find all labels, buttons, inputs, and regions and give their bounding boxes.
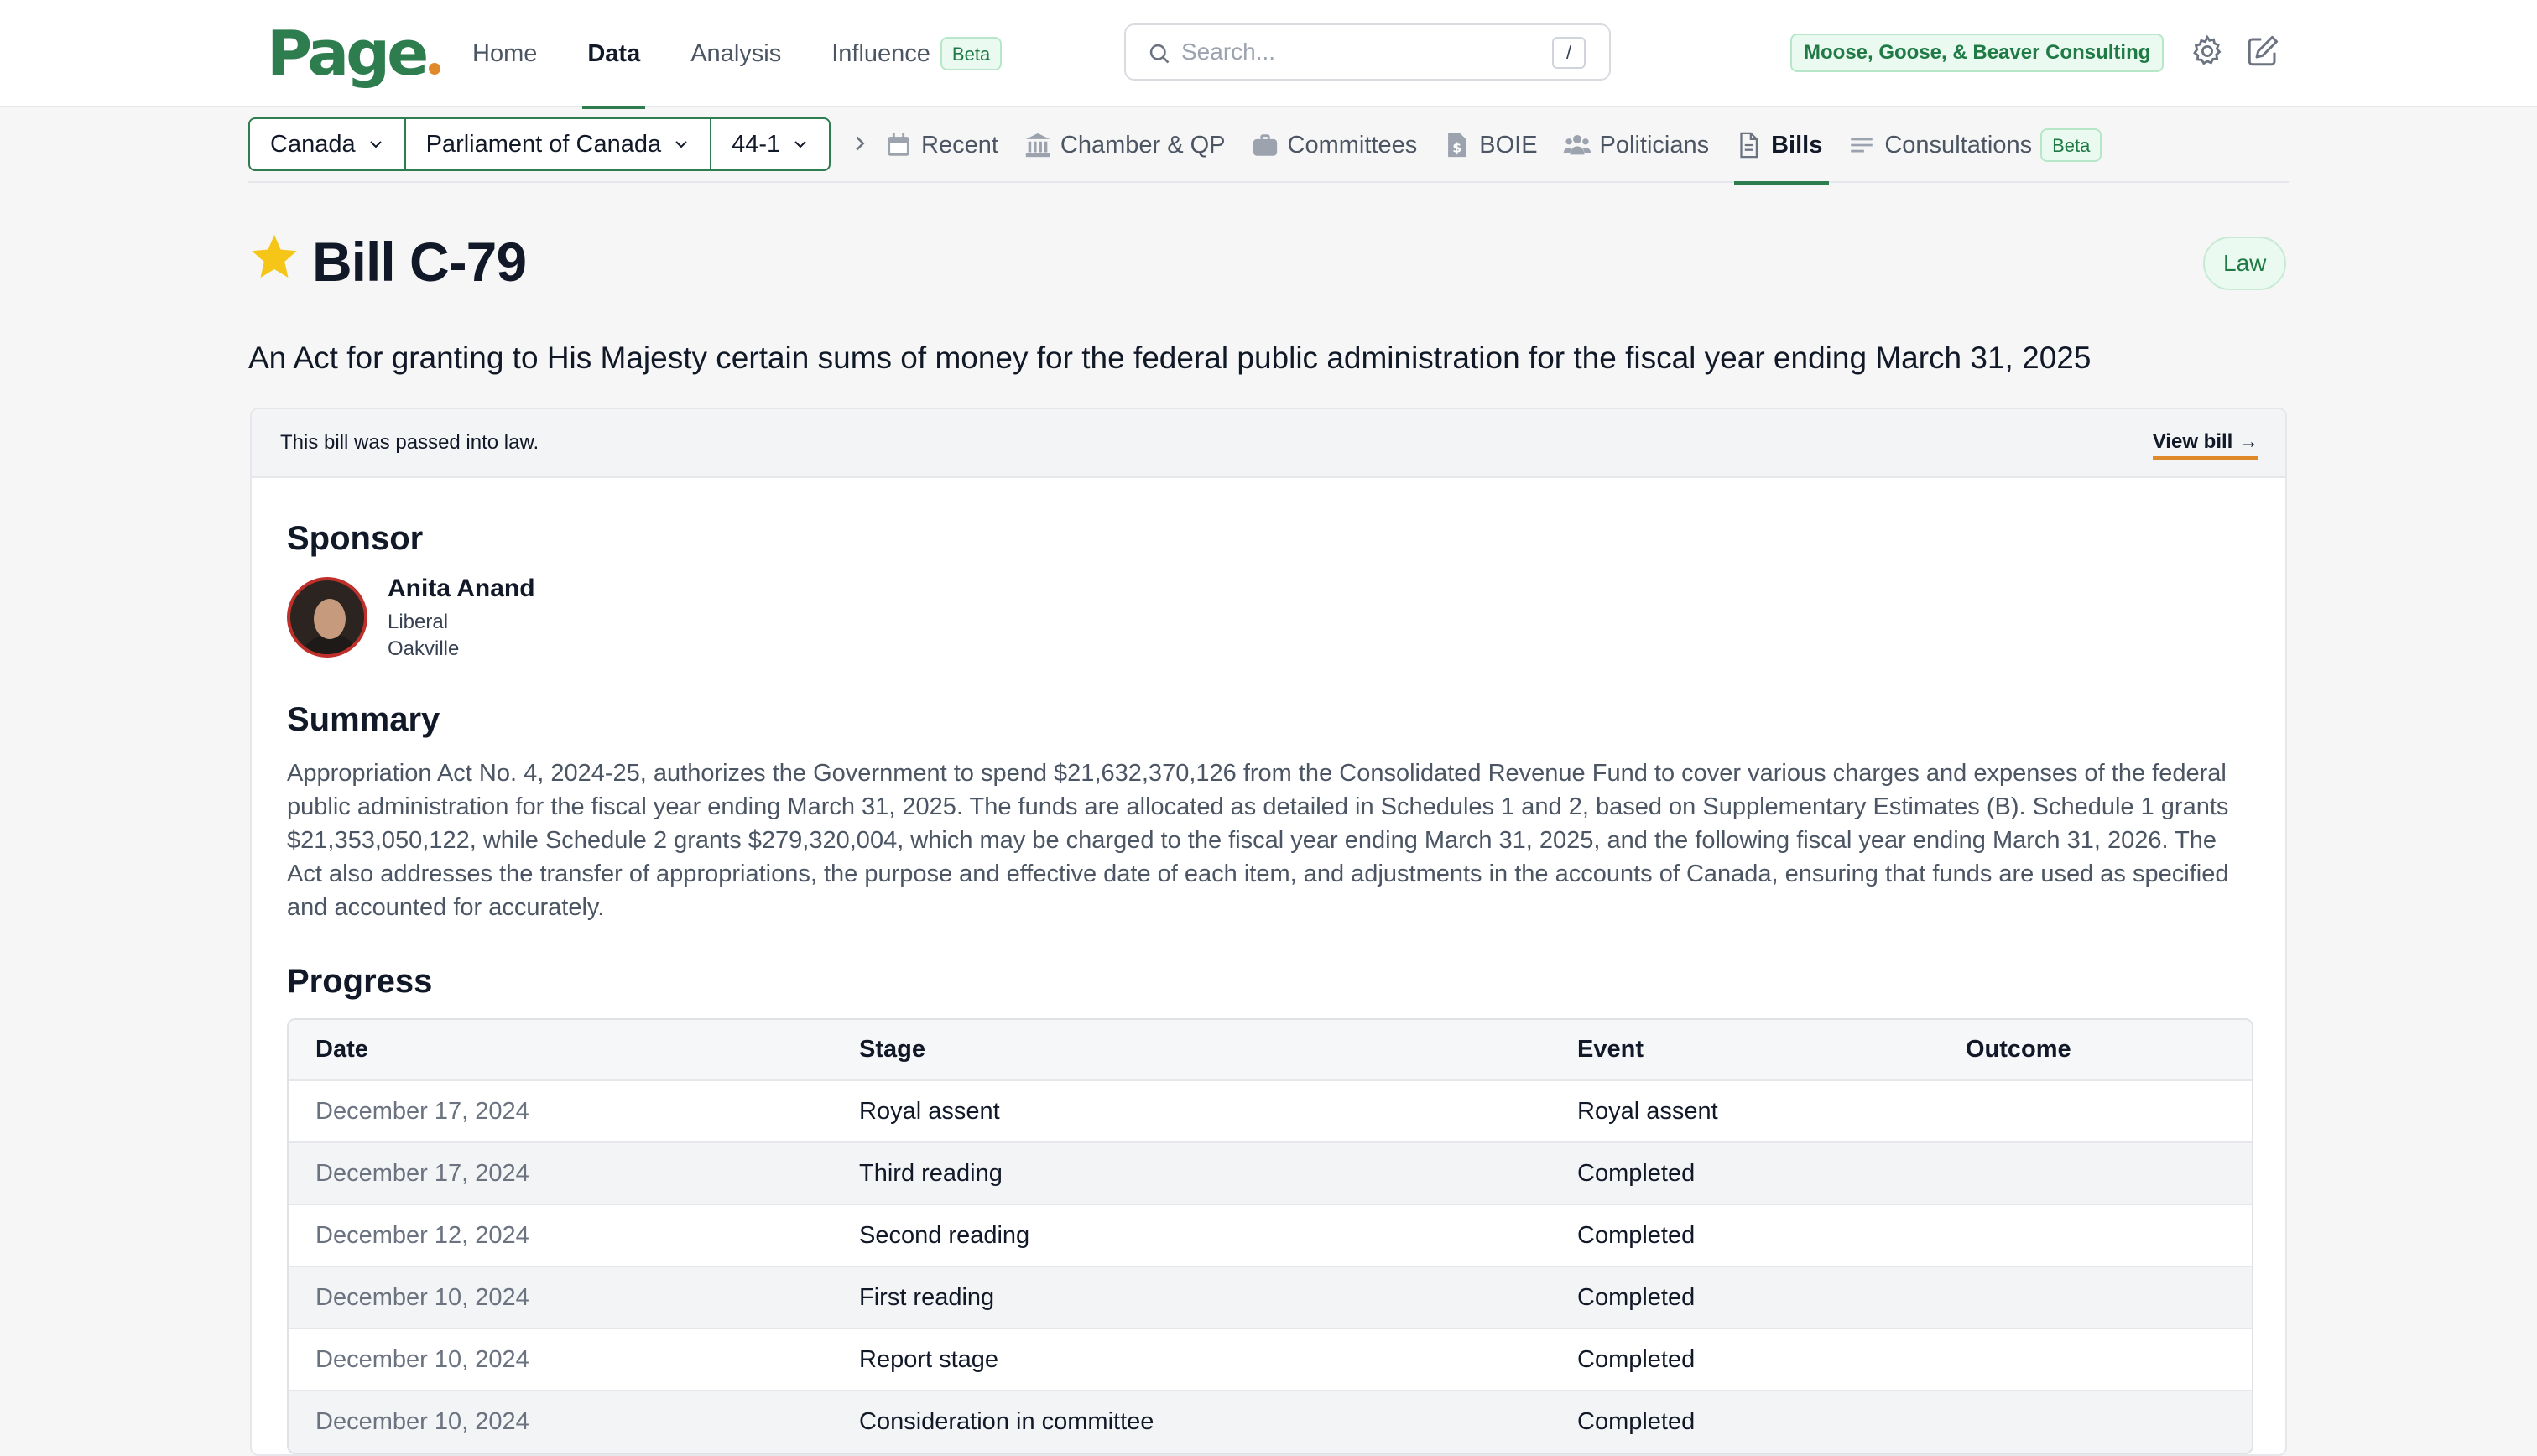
search-input[interactable] bbox=[1124, 23, 1611, 81]
institution-icon bbox=[1024, 131, 1052, 159]
star-icon[interactable] bbox=[248, 231, 300, 282]
tab-committees-label: Committees bbox=[1287, 131, 1418, 159]
nav-home[interactable] bbox=[472, 0, 537, 107]
row-date: December 10, 2024 bbox=[289, 1266, 832, 1329]
search-shortcut-key: / bbox=[1552, 37, 1586, 69]
chevron-down-icon bbox=[792, 136, 809, 153]
tab-bills[interactable] bbox=[1734, 107, 1822, 183]
status-badge: Law bbox=[2203, 237, 2286, 290]
row-date: December 12, 2024 bbox=[289, 1204, 832, 1266]
sub-nav bbox=[248, 107, 2289, 183]
row-date: December 10, 2024 bbox=[289, 1391, 832, 1453]
tab-recent[interactable] bbox=[884, 107, 998, 183]
nav-data[interactable] bbox=[587, 0, 640, 107]
chevron-right-icon bbox=[849, 131, 871, 156]
column-header-stage: Stage bbox=[832, 1020, 1550, 1080]
status-banner bbox=[252, 409, 2285, 478]
nav-influence-label: Influence bbox=[831, 40, 930, 67]
briefcase-icon bbox=[1251, 131, 1279, 159]
chevron-down-icon bbox=[673, 136, 690, 153]
column-header-event: Event bbox=[1550, 1020, 1939, 1080]
session-select-value: 44-1 bbox=[732, 131, 781, 158]
status-message: This bill was passed into law. bbox=[280, 431, 539, 454]
bill-title: Bill C-79 bbox=[312, 231, 527, 293]
table-row bbox=[289, 1142, 2252, 1204]
context-selectors bbox=[248, 117, 831, 171]
row-event: Completed bbox=[1550, 1266, 1939, 1329]
progress-heading: Progress bbox=[287, 963, 433, 1000]
row-outcome bbox=[1939, 1266, 2252, 1329]
row-stage: First reading bbox=[832, 1266, 1550, 1329]
row-date: December 17, 2024 bbox=[289, 1142, 832, 1204]
row-stage: Report stage bbox=[832, 1329, 1550, 1391]
tab-chamber-qp[interactable] bbox=[1024, 107, 1226, 183]
sponsor-heading: Sponsor bbox=[287, 520, 424, 557]
tab-politicians-label: Politicians bbox=[1599, 131, 1710, 159]
calendar-icon bbox=[884, 131, 913, 159]
row-event: Royal assent bbox=[1577, 1097, 1718, 1125]
row-stage: Consideration in committee bbox=[832, 1391, 1550, 1453]
summary-text: Appropriation Act No. 4, 2024-25, authorizes the Government to spend $21,632,370,126 from the Consolidated Revenue Fund to cover various charges and expenses of the federal public administration for the fiscal year ending March 31, 2025. The funds are allocated as detailed in Schedules 1 and 2, based on Supplementary Estimates (B). Schedule 1 grants $21,353,050,122, while Schedule 2 grants $279,320,004, which may be charged to the fiscal year ending March 31, 2025, and the following fiscal year ending March 31, 2026. The Act also addresses the transfer of appropriations, the purpose and effective date of each item, and adjustments in the accounts of Canada, ensuring that funds are used as specified and accounted for accurately. bbox=[287, 760, 2229, 921]
progress-table bbox=[287, 1018, 2253, 1454]
tab-committees[interactable] bbox=[1251, 107, 1418, 183]
tab-politicians[interactable] bbox=[1563, 107, 1710, 183]
lines-icon bbox=[1847, 131, 1876, 159]
table-row bbox=[289, 1204, 2252, 1266]
tab-boie-label: BOIE bbox=[1479, 131, 1538, 159]
row-date: December 10, 2024 bbox=[289, 1329, 832, 1391]
nav-analysis[interactable] bbox=[690, 0, 781, 107]
row-event: Completed bbox=[1550, 1329, 1939, 1391]
summary-heading: Summary bbox=[287, 701, 440, 738]
tab-consultations[interactable] bbox=[1847, 107, 2102, 183]
avatar[interactable] bbox=[287, 577, 367, 658]
row-event: Completed bbox=[1550, 1204, 1939, 1266]
column-header-date: Date bbox=[289, 1020, 832, 1080]
row-event: Completed bbox=[1550, 1142, 1939, 1204]
table-row bbox=[289, 1391, 2252, 1453]
logo[interactable] bbox=[267, 18, 440, 89]
chevron-down-icon bbox=[367, 136, 384, 153]
tab-chamber-qp-label: Chamber & QP bbox=[1060, 131, 1226, 159]
beta-badge: Beta bbox=[2040, 128, 2102, 162]
logo-text: Page bbox=[267, 18, 426, 90]
nav-home-label: Home bbox=[472, 40, 538, 67]
gear-icon[interactable] bbox=[2190, 34, 2225, 69]
table-row bbox=[289, 1080, 2252, 1142]
tab-recent-label: Recent bbox=[921, 131, 998, 159]
row-stage: Second reading bbox=[832, 1204, 1550, 1266]
logo-dot bbox=[429, 63, 440, 75]
tab-bills-label: Bills bbox=[1771, 131, 1823, 159]
dollar-document-icon bbox=[1442, 131, 1471, 159]
row-date: December 17, 2024 bbox=[315, 1097, 529, 1125]
session-select[interactable] bbox=[711, 119, 829, 169]
bill-long-title: An Act for granting to His Majesty certain sums of money for the federal public administration for the fiscal year ending March 31, 2025 bbox=[248, 341, 2092, 375]
top-navbar bbox=[0, 0, 2537, 107]
view-bill-link[interactable]: View bill → bbox=[2153, 429, 2258, 460]
row-outcome bbox=[1939, 1329, 2252, 1391]
search-icon bbox=[1148, 42, 1171, 65]
nav-data-label: Data bbox=[587, 40, 641, 67]
people-icon bbox=[1563, 131, 1591, 159]
search-placeholder: Search... bbox=[1181, 39, 1276, 65]
row-stage: Third reading bbox=[832, 1142, 1550, 1204]
column-header-outcome: Outcome bbox=[1939, 1020, 2252, 1080]
row-outcome bbox=[1939, 1204, 2252, 1266]
table-header-row bbox=[289, 1020, 2252, 1080]
tab-consultations-label: Consultations bbox=[1884, 131, 2033, 159]
nav-influence[interactable] bbox=[831, 0, 1002, 107]
sponsor-riding: Oakville bbox=[388, 637, 460, 660]
row-outcome bbox=[1939, 1080, 2252, 1142]
legislature-select[interactable] bbox=[406, 119, 712, 169]
organization-badge[interactable]: Moose, Goose, & Beaver Consulting bbox=[1790, 34, 2164, 72]
table-row bbox=[289, 1266, 2252, 1329]
row-event: Completed bbox=[1550, 1391, 1939, 1453]
edit-icon[interactable] bbox=[2245, 34, 2280, 69]
sponsor-name[interactable]: Anita Anand bbox=[388, 575, 535, 602]
avatar-face bbox=[314, 599, 346, 639]
row-outcome bbox=[1939, 1142, 2252, 1204]
bill-details-card bbox=[250, 408, 2287, 1456]
sponsor-party: Liberal bbox=[388, 611, 449, 633]
beta-badge: Beta bbox=[940, 37, 1002, 70]
row-stage: Royal assent bbox=[859, 1097, 1000, 1125]
nav-analysis-label: Analysis bbox=[690, 40, 782, 67]
document-icon bbox=[1734, 131, 1763, 159]
legislature-select-value: Parliament of Canada bbox=[425, 131, 662, 158]
tab-boie[interactable] bbox=[1442, 107, 1537, 183]
country-select-value: Canada bbox=[270, 131, 356, 158]
table-row bbox=[289, 1329, 2252, 1391]
section-tabs bbox=[884, 107, 2127, 183]
main-nav bbox=[472, 0, 1052, 107]
row-outcome bbox=[1939, 1391, 2252, 1453]
svg-text:$: $ bbox=[1452, 140, 1462, 156]
country-select[interactable] bbox=[250, 119, 406, 169]
